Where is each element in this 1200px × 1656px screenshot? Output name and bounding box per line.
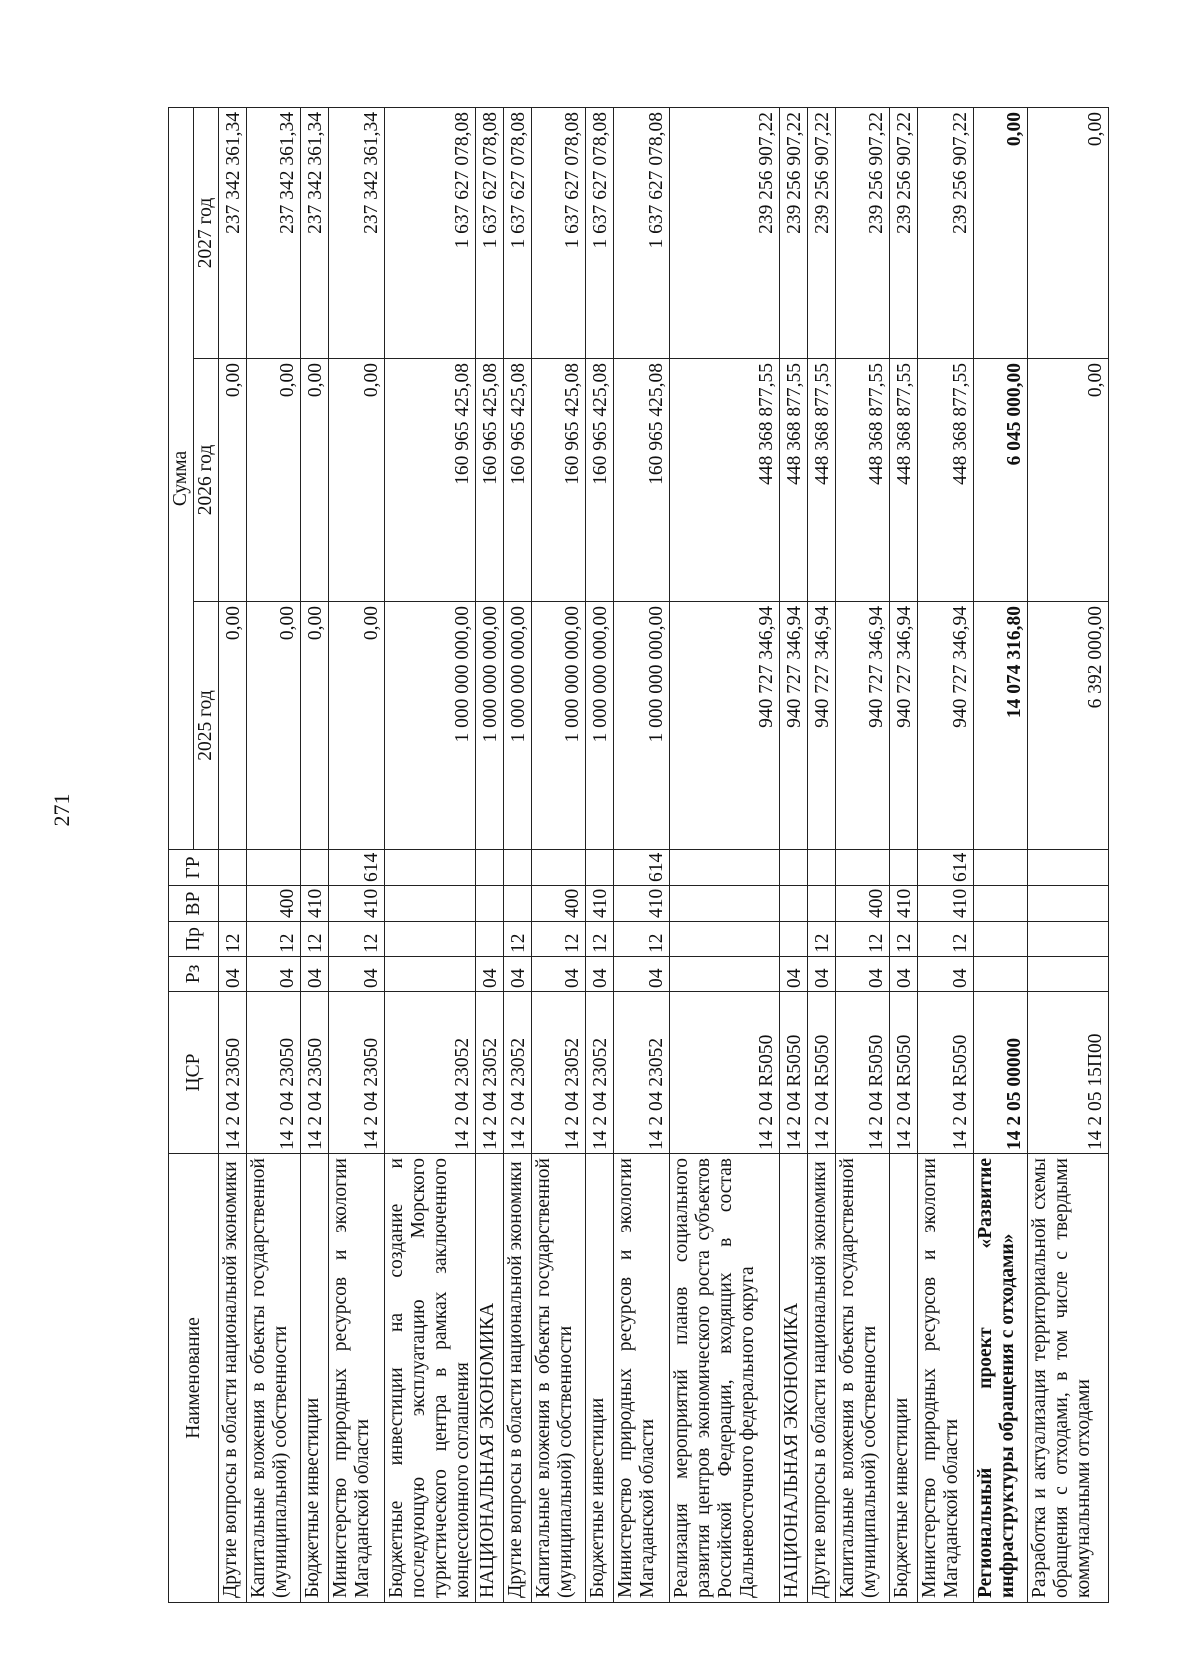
cell-2026: 0,00: [329, 359, 385, 602]
cell-2026: 160 965 425,08: [614, 359, 670, 602]
cell-2025: 940 727 346,94: [808, 602, 836, 850]
cell-gr: [586, 850, 614, 886]
cell-pr: [974, 922, 1028, 957]
cell-csr: 14 2 04 R5050: [670, 992, 780, 1154]
cell-2025: 940 727 346,94: [670, 602, 780, 850]
header-sum: Сумма: [169, 108, 194, 850]
cell-2025: 1 000 000 000,00: [532, 602, 586, 850]
cell-gr: 614: [614, 850, 670, 886]
cell-csr: 14 2 04 23050: [329, 992, 385, 1154]
cell-2025: 1 000 000 000,00: [385, 602, 476, 850]
header-pr: Пр: [169, 922, 219, 957]
cell-gr: [301, 850, 329, 886]
cell-csr: 14 2 04 23052: [476, 992, 504, 1154]
cell-rz: [974, 957, 1028, 992]
header-gr: ГР: [169, 850, 219, 886]
cell-2027: 1 637 627 078,08: [614, 108, 670, 359]
cell-2027: 1 637 627 078,08: [476, 108, 504, 359]
cell-vr: 410: [586, 886, 614, 922]
cell-2027: 239 256 907,22: [918, 108, 974, 359]
cell-name: Капитальные вложения в объекты государственной (муниципальной) собственности: [247, 1154, 301, 1603]
cell-gr: [808, 850, 836, 886]
cell-name: Министерство природных ресурсов и экологии Магаданской области: [614, 1154, 670, 1603]
cell-2025: 14 074 316,80: [974, 602, 1028, 850]
cell-pr: 12: [504, 922, 532, 957]
cell-2026: 448 368 877,55: [808, 359, 836, 602]
cell-csr: 14 2 04 23052: [586, 992, 614, 1154]
cell-2027: 237 342 361,34: [329, 108, 385, 359]
table-row: [836, 108, 890, 1603]
table-row: [670, 108, 780, 1603]
cell-gr: [836, 850, 890, 886]
cell-name: НАЦИОНАЛЬНАЯ ЭКОНОМИКА: [780, 1154, 808, 1603]
cell-vr: 400: [532, 886, 586, 922]
table-row: [329, 108, 385, 1603]
cell-gr: [504, 850, 532, 886]
cell-2025: 6 392 000,00: [1028, 602, 1109, 850]
cell-gr: [219, 850, 247, 886]
cell-2025: 0,00: [247, 602, 301, 850]
cell-vr: [808, 886, 836, 922]
cell-rz: 04: [247, 957, 301, 992]
cell-pr: 12: [219, 922, 247, 957]
cell-pr: [780, 922, 808, 957]
cell-name: Другие вопросы в области национальной экономики: [219, 1154, 247, 1603]
cell-2026: 160 965 425,08: [476, 359, 504, 602]
table-row: [219, 108, 247, 1603]
cell-2027: 1 637 627 078,08: [532, 108, 586, 359]
cell-vr: [504, 886, 532, 922]
cell-vr: 400: [247, 886, 301, 922]
cell-rz: [1028, 957, 1109, 992]
cell-name: Бюджетные инвестиции: [586, 1154, 614, 1603]
cell-name: Региональный проект «Развитие инфраструктуры обращения с отходами»: [974, 1154, 1028, 1603]
cell-pr: 12: [918, 922, 974, 957]
cell-2026: 448 368 877,55: [780, 359, 808, 602]
cell-rz: 04: [504, 957, 532, 992]
cell-name: Разработка и актуализация территориальной схемы обращения с отходами, в том числе с твердыми коммунальными отходами: [1028, 1154, 1109, 1603]
cell-2027: 237 342 361,34: [301, 108, 329, 359]
cell-csr: 14 2 05 00000: [974, 992, 1028, 1154]
cell-2025: 1 000 000 000,00: [504, 602, 532, 850]
cell-pr: 12: [532, 922, 586, 957]
cell-rz: 04: [532, 957, 586, 992]
header-2026: 2026 год: [194, 359, 219, 602]
cell-2025: 940 727 346,94: [780, 602, 808, 850]
cell-2026: 160 965 425,08: [532, 359, 586, 602]
cell-2025: 940 727 346,94: [918, 602, 974, 850]
cell-csr: 14 2 05 15П00: [1028, 992, 1109, 1154]
cell-vr: 400: [836, 886, 890, 922]
cell-2026: 0,00: [219, 359, 247, 602]
cell-2027: 239 256 907,22: [670, 108, 780, 359]
cell-rz: 04: [301, 957, 329, 992]
cell-2025: 1 000 000 000,00: [586, 602, 614, 850]
cell-name: Реализация мероприятий планов социального развития центров экономического роста субъектов Российской Федерации, входящих в состав Дальневосточного федерального округа: [670, 1154, 780, 1603]
cell-csr: 14 2 04 R5050: [918, 992, 974, 1154]
cell-csr: 14 2 04 23050: [301, 992, 329, 1154]
cell-gr: [385, 850, 476, 886]
table-row: [1028, 108, 1109, 1603]
cell-2027: 237 342 361,34: [219, 108, 247, 359]
cell-2027: 1 637 627 078,08: [586, 108, 614, 359]
cell-2025: 940 727 346,94: [836, 602, 890, 850]
cell-vr: 410: [614, 886, 670, 922]
cell-2025: 0,00: [301, 602, 329, 850]
cell-gr: [476, 850, 504, 886]
cell-2027: 1 637 627 078,08: [504, 108, 532, 359]
cell-2026: 0,00: [247, 359, 301, 602]
cell-2025: 0,00: [219, 602, 247, 850]
cell-pr: 12: [301, 922, 329, 957]
table-row: [780, 108, 808, 1603]
cell-vr: 410: [301, 886, 329, 922]
cell-rz: 04: [219, 957, 247, 992]
cell-name: Бюджетные инвестиции: [890, 1154, 918, 1603]
cell-vr: 410: [918, 886, 974, 922]
cell-name: Бюджетные инвестиции на создание и последующую эксплуатацию Морского туристического центра в рамках заключенного концессионного соглашения: [385, 1154, 476, 1603]
cell-pr: 12: [329, 922, 385, 957]
cell-vr: [476, 886, 504, 922]
cell-2027: 237 342 361,34: [247, 108, 301, 359]
cell-2026: 160 965 425,08: [504, 359, 532, 602]
page-number: 271: [49, 793, 74, 827]
cell-2026: 0,00: [301, 359, 329, 602]
cell-gr: 614: [329, 850, 385, 886]
cell-pr: [476, 922, 504, 957]
cell-csr: 14 2 04 23052: [614, 992, 670, 1154]
header-row-1: [169, 108, 194, 1603]
cell-rz: 04: [614, 957, 670, 992]
cell-gr: [890, 850, 918, 886]
cell-pr: [385, 922, 476, 957]
table-row: [301, 108, 329, 1603]
cell-rz: 04: [918, 957, 974, 992]
table-row: [476, 108, 504, 1603]
cell-csr: 14 2 04 R5050: [836, 992, 890, 1154]
table-row: [586, 108, 614, 1603]
table-row: [532, 108, 586, 1603]
cell-csr: 14 2 04 23050: [247, 992, 301, 1154]
cell-csr: 14 2 04 23050: [219, 992, 247, 1154]
cell-2027: 0,00: [1028, 108, 1109, 359]
cell-vr: 410: [890, 886, 918, 922]
cell-gr: [247, 850, 301, 886]
header-csr: ЦСР: [169, 992, 219, 1154]
budget-table-container: [168, 108, 1107, 1603]
cell-vr: [974, 886, 1028, 922]
cell-gr: 614: [918, 850, 974, 886]
cell-gr: [532, 850, 586, 886]
cell-csr: 14 2 04 23052: [532, 992, 586, 1154]
cell-vr: [385, 886, 476, 922]
cell-pr: [1028, 922, 1109, 957]
cell-2027: 0,00: [974, 108, 1028, 359]
cell-2027: 1 637 627 078,08: [385, 108, 476, 359]
cell-2026: 160 965 425,08: [586, 359, 614, 602]
cell-2026: 160 965 425,08: [385, 359, 476, 602]
cell-2027: 239 256 907,22: [780, 108, 808, 359]
cell-rz: 04: [780, 957, 808, 992]
header-rz: Рз: [169, 957, 219, 992]
cell-rz: 04: [890, 957, 918, 992]
header-vr: ВР: [169, 886, 219, 922]
cell-pr: 12: [247, 922, 301, 957]
cell-name: Другие вопросы в области национальной экономики: [504, 1154, 532, 1603]
table-row: [918, 108, 974, 1603]
cell-gr: [780, 850, 808, 886]
cell-rz: 04: [476, 957, 504, 992]
cell-csr: 14 2 04 R5050: [780, 992, 808, 1154]
cell-2025: 1 000 000 000,00: [476, 602, 504, 850]
cell-pr: 12: [890, 922, 918, 957]
cell-2025: 1 000 000 000,00: [614, 602, 670, 850]
cell-rz: 04: [586, 957, 614, 992]
cell-vr: [219, 886, 247, 922]
cell-2027: 239 256 907,22: [890, 108, 918, 359]
cell-csr: 14 2 04 23052: [385, 992, 476, 1154]
cell-name: Капитальные вложения в объекты государственной (муниципальной) собственности: [836, 1154, 890, 1603]
cell-name: Бюджетные инвестиции: [301, 1154, 329, 1603]
table-row: [890, 108, 918, 1603]
cell-name: Министерство природных ресурсов и экологии Магаданской области: [329, 1154, 385, 1603]
cell-gr: [670, 850, 780, 886]
cell-rz: 04: [808, 957, 836, 992]
table-row: [385, 108, 476, 1603]
table-row: [247, 108, 301, 1603]
cell-pr: 12: [614, 922, 670, 957]
cell-rz: [670, 957, 780, 992]
table-row: [504, 108, 532, 1603]
table-row: [808, 108, 836, 1603]
cell-name: Министерство природных ресурсов и экологии Магаданской области: [918, 1154, 974, 1603]
cell-csr: 14 2 04 R5050: [890, 992, 918, 1154]
table-body: [219, 108, 1109, 1603]
header-2025: 2025 год: [194, 602, 219, 850]
header-2027: 2027 год: [194, 108, 219, 359]
cell-pr: 12: [808, 922, 836, 957]
cell-vr: [780, 886, 808, 922]
cell-gr: [1028, 850, 1109, 886]
cell-gr: [974, 850, 1028, 886]
cell-vr: [670, 886, 780, 922]
cell-pr: 12: [586, 922, 614, 957]
cell-2027: 239 256 907,22: [836, 108, 890, 359]
cell-pr: [670, 922, 780, 957]
cell-2025: 0,00: [329, 602, 385, 850]
header-name: Наименование: [169, 1154, 219, 1603]
cell-2026: 448 368 877,55: [670, 359, 780, 602]
cell-2026: 6 045 000,00: [974, 359, 1028, 602]
cell-rz: 04: [836, 957, 890, 992]
cell-csr: 14 2 04 R5050: [808, 992, 836, 1154]
cell-2026: 448 368 877,55: [836, 359, 890, 602]
cell-vr: 410: [329, 886, 385, 922]
budget-table: [168, 107, 1109, 1603]
table-row: [614, 108, 670, 1603]
cell-name: Капитальные вложения в объекты государственной (муниципальной) собственности: [532, 1154, 586, 1603]
cell-2026: 0,00: [1028, 359, 1109, 602]
cell-name: Другие вопросы в области национальной экономики: [808, 1154, 836, 1603]
table-row: [974, 108, 1028, 1603]
cell-pr: 12: [836, 922, 890, 957]
cell-vr: [1028, 886, 1109, 922]
cell-2026: 448 368 877,55: [890, 359, 918, 602]
cell-2025: 940 727 346,94: [890, 602, 918, 850]
cell-2026: 448 368 877,55: [918, 359, 974, 602]
cell-rz: 04: [329, 957, 385, 992]
cell-name: НАЦИОНАЛЬНАЯ ЭКОНОМИКА: [476, 1154, 504, 1603]
cell-csr: 14 2 04 23052: [504, 992, 532, 1154]
cell-rz: [385, 957, 476, 992]
cell-2027: 239 256 907,22: [808, 108, 836, 359]
